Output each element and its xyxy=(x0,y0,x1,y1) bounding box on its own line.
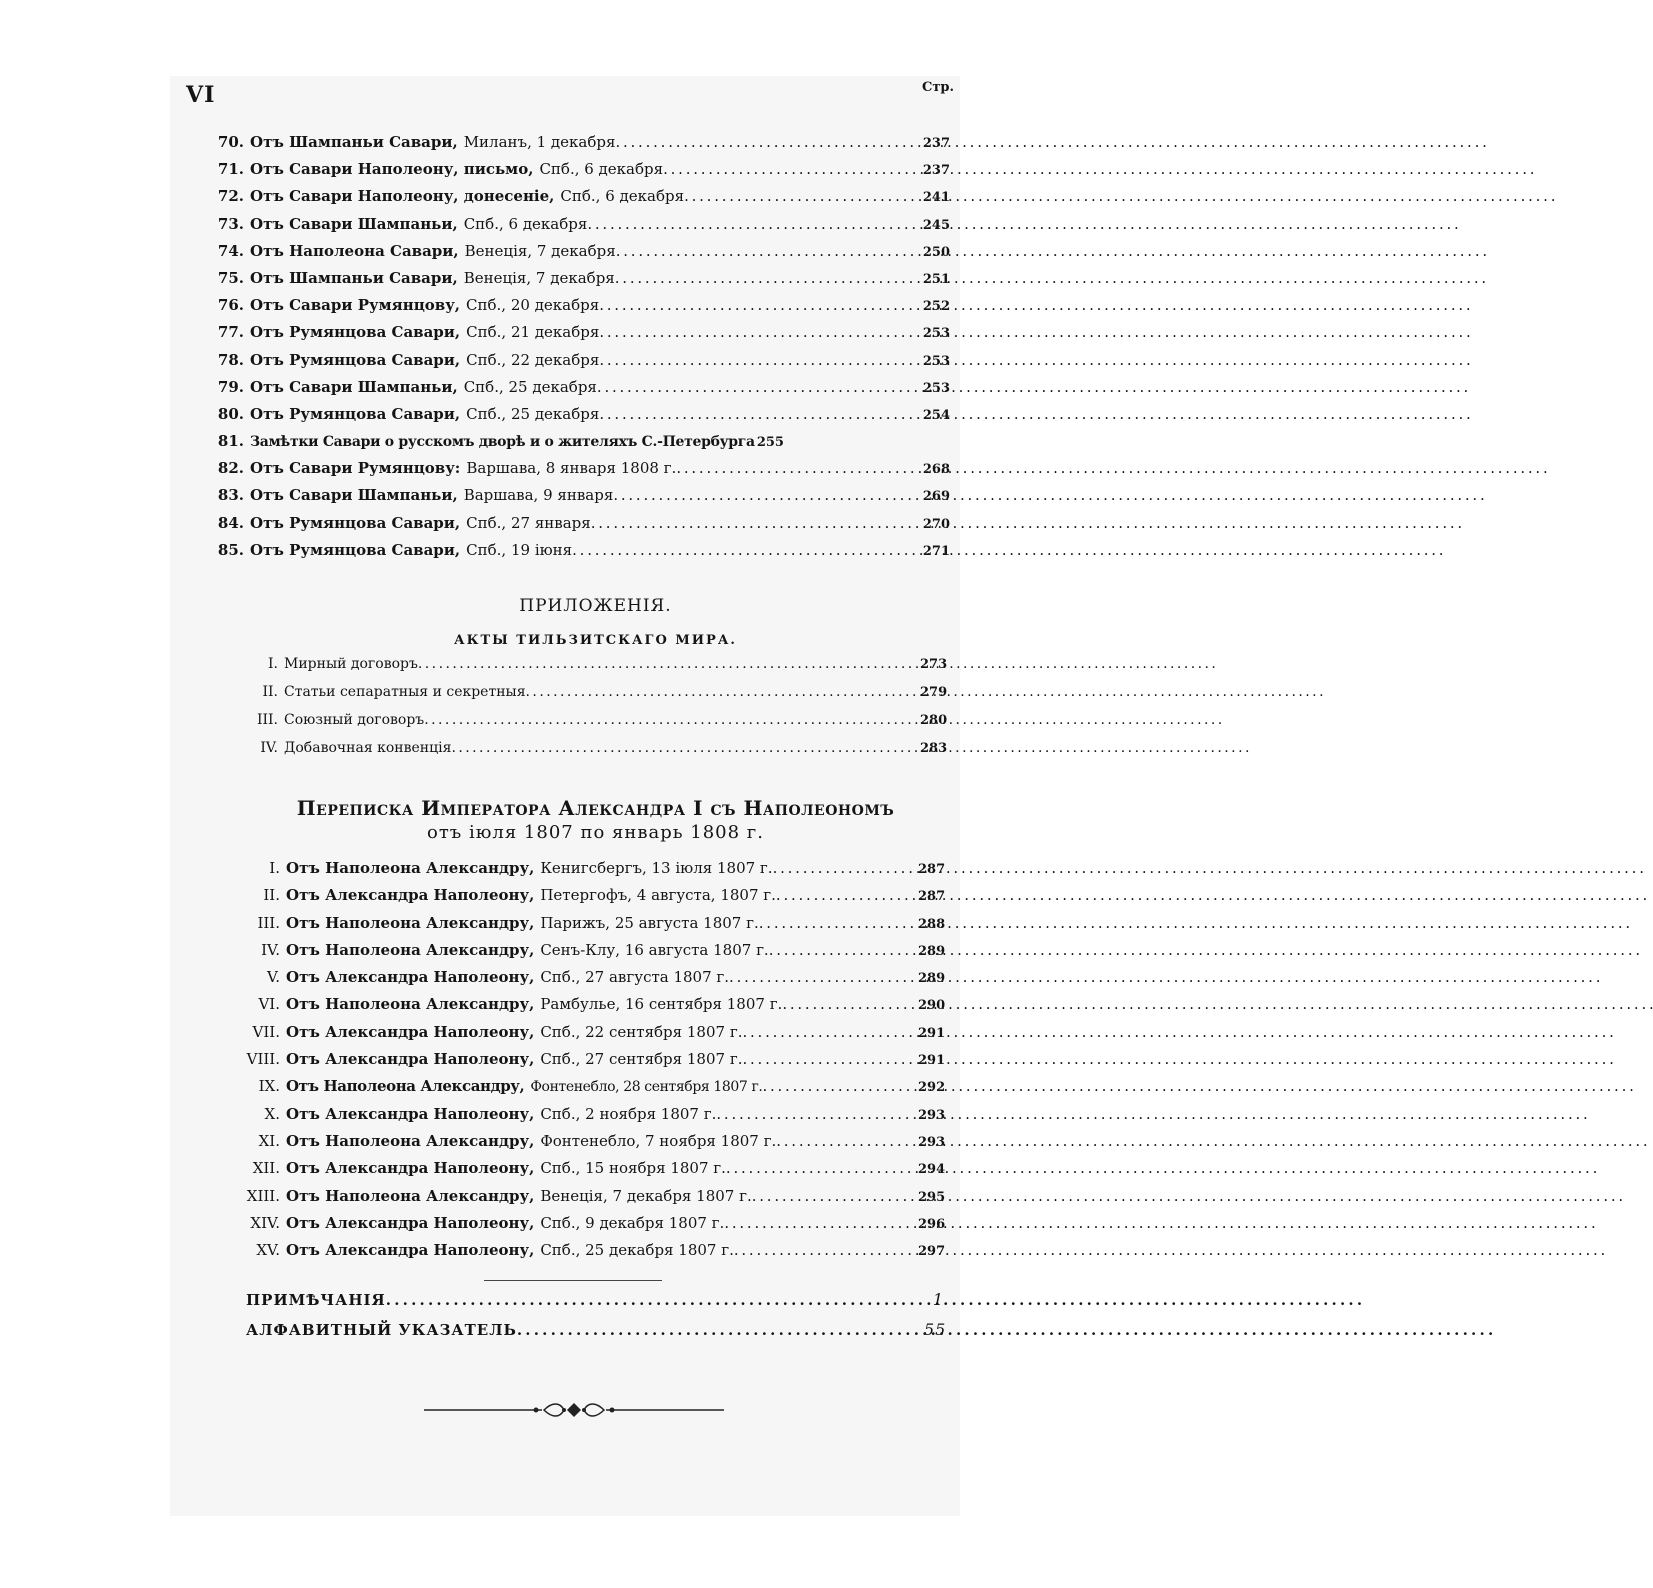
entry-page: 237 xyxy=(922,136,950,151)
back-matter-entry[interactable] xyxy=(246,1290,944,1320)
entry-page: 253 xyxy=(922,380,950,396)
entry-title: Статьи сепаратныя и секретныя xyxy=(284,684,526,700)
entry-page: 287 xyxy=(918,862,946,877)
letter-entry[interactable] xyxy=(214,215,950,242)
letters-list xyxy=(214,133,950,568)
leader-dots xyxy=(386,1291,922,1309)
entry-title: Отъ Александра Наполеону, xyxy=(286,1159,535,1178)
entry-number: IV. xyxy=(260,740,278,756)
page-number: VI xyxy=(186,82,216,108)
entry-page: 287 xyxy=(918,889,946,905)
entry-place-date: Фонтенебло, 28 сентября 1807 г. xyxy=(530,1079,763,1096)
entry-number: III. xyxy=(257,913,280,932)
entry-place-date: Спб., 25 декабря 1807 г. xyxy=(540,1241,734,1260)
ornament-icon xyxy=(424,1400,724,1420)
entry-place-date: Спб., 25 декабря xyxy=(463,377,597,396)
entry-title: Отъ Наполеона Александру, xyxy=(286,859,535,877)
entry-place-date: Спб., 21 декабря xyxy=(466,323,600,342)
entry-number: 72. xyxy=(217,187,244,206)
correspondence-entry[interactable] xyxy=(238,859,944,886)
letter-entry[interactable] xyxy=(214,133,950,160)
entry-page: 1 xyxy=(932,1290,944,1309)
entry-page: 288 xyxy=(918,916,946,932)
leader-dots xyxy=(615,133,920,151)
entry-page: 283 xyxy=(920,741,948,756)
entry-number: 77. xyxy=(217,323,244,342)
entry-title: Отъ Наполеона Александру, xyxy=(286,1077,525,1096)
entry-page: 255 xyxy=(756,435,784,451)
entry-place-date: Кенигсбергъ, 13 іюля 1807 г. xyxy=(540,859,773,877)
entry-title: Отъ Румянцова Савари, xyxy=(250,540,461,559)
leader-dots xyxy=(597,378,920,396)
entry-title: АЛФАВИТНЫЙ УКАЗАТЕЛЬ xyxy=(246,1321,517,1339)
leader-dots xyxy=(615,269,920,287)
leader-dots xyxy=(663,160,920,178)
leader-dots xyxy=(742,1023,916,1041)
letter-entry[interactable] xyxy=(214,323,950,350)
entry-title: Отъ Наполеона Александру, xyxy=(286,940,535,959)
entry-place-date: Венеція, 7 декабря 1807 г. xyxy=(540,1186,752,1205)
entry-title: Отъ Шампаньи Савари, xyxy=(250,268,458,287)
letter-entry[interactable] xyxy=(214,459,950,486)
entry-page: 297 xyxy=(918,1244,946,1260)
entry-title: Отъ Наполеона Савари, xyxy=(250,241,459,260)
entry-title: Отъ Наполеона Александру, xyxy=(286,913,535,932)
letter-entry[interactable] xyxy=(214,432,950,459)
leader-dots xyxy=(616,242,920,260)
entry-page: 271 xyxy=(922,543,950,559)
appendix-title: ПРИЛОЖЕНІЯ. xyxy=(519,596,672,616)
entry-number: II. xyxy=(263,886,280,905)
entry-title: Отъ Александра Наполеону, xyxy=(286,1022,535,1041)
entry-place-date: Спб., 6 декабря xyxy=(539,160,664,179)
entry-number: 75. xyxy=(217,268,244,287)
leader-dots xyxy=(587,215,920,233)
entry-number: 76. xyxy=(217,296,244,315)
leader-dots xyxy=(613,486,920,504)
entry-place-date: Варшава, 9 января xyxy=(463,486,614,505)
entry-title: Замѣтки Савари о русскомъ дворѣ и о жителяхъ С.-Петербурга xyxy=(250,434,755,451)
entry-number: 82. xyxy=(217,459,244,478)
entry-place-date: Спб., 22 сентября 1807 г. xyxy=(540,1022,743,1041)
leader-dots xyxy=(599,351,920,369)
letter-entry[interactable] xyxy=(214,486,950,513)
correspondence-entry[interactable] xyxy=(238,1023,944,1050)
letter-entry[interactable] xyxy=(214,269,950,296)
letter-entry[interactable] xyxy=(214,541,950,568)
entry-number: III. xyxy=(256,712,278,728)
entry-title: Отъ Савари Румянцову, xyxy=(250,296,461,315)
leader-dots xyxy=(769,941,916,959)
entry-number: II. xyxy=(262,684,278,700)
correspondence-entry[interactable] xyxy=(238,1077,944,1104)
entry-number: VI. xyxy=(258,995,280,1014)
entry-number: VIII. xyxy=(246,1050,280,1069)
entry-place-date: Спб., 27 сентября 1807 г. xyxy=(540,1050,743,1069)
leader-dots xyxy=(734,1241,916,1259)
entry-number: 78. xyxy=(217,350,244,369)
leader-dots xyxy=(724,1214,916,1232)
entry-page: 237 xyxy=(922,163,950,179)
entry-title: Отъ Савари Шампаньи, xyxy=(250,214,458,233)
entry-number: XIII. xyxy=(246,1186,280,1205)
letter-entry[interactable] xyxy=(214,405,950,432)
entry-number: XIV. xyxy=(250,1213,280,1232)
entry-page: 55 xyxy=(924,1320,947,1339)
appendix-entry[interactable] xyxy=(246,684,946,712)
entry-title: Отъ Румянцова Савари, xyxy=(250,323,461,342)
correspondence-entry[interactable] xyxy=(238,1050,944,1077)
appendix-subtitle: АКТЫ ТИЛЬЗИТСКАГО МИРА. xyxy=(454,633,737,648)
letter-entry[interactable] xyxy=(214,160,950,187)
entry-page: 268 xyxy=(922,462,950,478)
leader-dots xyxy=(773,859,916,877)
letter-entry[interactable] xyxy=(214,378,950,405)
leader-dots xyxy=(451,740,918,756)
entry-number: 80. xyxy=(217,404,244,423)
leader-dots xyxy=(762,1077,916,1095)
letter-entry[interactable] xyxy=(214,514,950,541)
entry-page: 289 xyxy=(918,971,946,987)
entry-page: 250 xyxy=(922,244,950,260)
entry-title: Отъ Александра Наполеону, xyxy=(286,968,535,987)
letter-entry[interactable] xyxy=(214,187,950,214)
correspondence-entry[interactable] xyxy=(238,1214,944,1241)
entry-page: 290 xyxy=(918,998,946,1014)
entry-number: 70. xyxy=(217,133,244,151)
entry-place-date: Рамбулье, 16 сентября 1807 г. xyxy=(540,995,783,1014)
entry-place-date: Варшава, 8 января 1808 г. xyxy=(466,459,677,478)
entry-place-date: Миланъ, 1 декабря xyxy=(463,133,616,151)
entry-number: IX. xyxy=(258,1077,280,1096)
letter-entry[interactable] xyxy=(214,351,950,378)
leader-dots xyxy=(729,968,916,986)
correspondence-entry[interactable] xyxy=(238,995,944,1022)
entry-number: 81. xyxy=(217,432,244,451)
leader-dots xyxy=(684,187,920,205)
entry-place-date: Спб., 19 іюня xyxy=(466,540,573,559)
appendix-entry[interactable] xyxy=(246,712,946,740)
leader-dots xyxy=(782,995,916,1013)
entry-title: Мирный договоръ xyxy=(284,656,418,672)
appendix-list xyxy=(246,656,946,768)
letter-entry[interactable] xyxy=(214,242,950,269)
entry-place-date: Спб., 15 ноября 1807 г. xyxy=(540,1159,726,1178)
entry-page: 294 xyxy=(918,1162,946,1178)
entry-number: 84. xyxy=(217,513,244,532)
entry-place-date: Спб., 20 декабря xyxy=(466,296,600,315)
entry-page: 291 xyxy=(918,1025,946,1041)
correspondence-entry[interactable] xyxy=(238,941,944,968)
entry-title: Отъ Наполеона Александру, xyxy=(286,1186,535,1205)
correspondence-subtitle: отъ іюля 1807 по январь 1808 г. xyxy=(427,822,764,843)
entry-page: 289 xyxy=(918,943,946,959)
entry-number: 73. xyxy=(217,214,244,233)
entry-page: 280 xyxy=(920,713,948,728)
entry-number: XII. xyxy=(252,1159,280,1178)
entry-title: Отъ Савари Наполеону, донесеніе, xyxy=(250,187,555,206)
entry-title: Отъ Александра Наполеону, xyxy=(286,1050,535,1069)
leader-dots xyxy=(599,405,920,423)
entry-page: 296 xyxy=(918,1216,946,1232)
entry-place-date: Спб., 27 января xyxy=(466,513,591,532)
entry-place-date: Спб., 6 декабря xyxy=(560,187,685,206)
entry-page: 270 xyxy=(922,516,950,532)
appendix-entry[interactable] xyxy=(246,656,946,684)
entry-number: I. xyxy=(269,859,280,877)
entry-title: Отъ Савари Наполеону, письмо, xyxy=(250,160,534,179)
entry-number: XI. xyxy=(258,1131,280,1150)
entry-number: 85. xyxy=(217,540,244,559)
entry-page: 253 xyxy=(922,326,950,342)
entry-number: XV. xyxy=(256,1241,280,1260)
leader-dots xyxy=(591,514,920,532)
entry-title: Отъ Румянцова Савари, xyxy=(250,404,461,423)
entry-number: 74. xyxy=(217,241,244,260)
leader-dots xyxy=(776,886,916,904)
entry-title: Отъ Наполеона Александру, xyxy=(286,995,535,1014)
entry-place-date: Спб., 2 ноября 1807 г. xyxy=(540,1104,717,1123)
correspondence-entry[interactable] xyxy=(238,1132,944,1159)
leader-dots xyxy=(676,459,920,477)
entry-number: I. xyxy=(268,656,278,672)
entry-number: X. xyxy=(264,1104,280,1123)
leader-dots xyxy=(572,541,920,559)
appendix-entry[interactable] xyxy=(246,740,946,768)
entry-place-date: Спб., 9 декабря 1807 г. xyxy=(540,1213,725,1232)
entry-number: V. xyxy=(267,968,280,987)
entry-page: 293 xyxy=(918,1107,946,1123)
entry-page: 253 xyxy=(922,353,950,369)
back-matter-list xyxy=(246,1290,947,1350)
back-matter-entry[interactable] xyxy=(246,1320,947,1350)
entry-page: 241 xyxy=(922,190,950,206)
leader-dots xyxy=(424,712,918,728)
leader-dots xyxy=(418,656,918,672)
correspondence-entry[interactable] xyxy=(238,1159,944,1186)
correspondence-title: Переписка Императора Александра I съ Наполеономъ xyxy=(296,796,895,820)
leader-dots xyxy=(776,1132,916,1150)
correspondence-entry[interactable] xyxy=(238,1241,944,1268)
leader-dots xyxy=(752,1187,916,1205)
entry-title: Отъ Александра Наполеону, xyxy=(286,1104,535,1123)
entry-title: Отъ Савари Шампаньи, xyxy=(250,486,458,505)
entry-page: 279 xyxy=(920,685,948,700)
entry-page: 295 xyxy=(918,1189,946,1205)
entry-place-date: Венеція, 7 декабря xyxy=(464,241,616,260)
entry-place-date: Венеція, 7 декабря xyxy=(463,268,615,287)
entry-place-date: Спб., 25 декабря xyxy=(466,404,600,423)
entry-number: VII. xyxy=(252,1022,280,1041)
entry-page: 273 xyxy=(920,657,948,672)
entry-title: Отъ Румянцова Савари, xyxy=(250,513,461,532)
entry-title: Союзный договоръ xyxy=(284,712,425,728)
page-column-label: Стр. xyxy=(922,80,955,95)
entry-place-date: Спб., 22 декабря xyxy=(466,350,600,369)
entry-title: Отъ Александра Наполеону, xyxy=(286,1241,535,1260)
entry-title: Отъ Александра Наполеону, xyxy=(286,886,535,905)
entry-title: Отъ Наполеона Александру, xyxy=(286,1131,535,1150)
entry-title: Отъ Савари Шампаньи, xyxy=(250,377,458,396)
entry-page: 252 xyxy=(922,299,950,315)
leader-dots xyxy=(742,1050,916,1068)
entry-number: 79. xyxy=(217,377,244,396)
correspondence-entry[interactable] xyxy=(238,914,944,941)
entry-number: IV. xyxy=(261,940,280,959)
entry-page: 269 xyxy=(922,489,950,505)
entry-title: Отъ Савари Румянцову: xyxy=(250,459,461,478)
entry-place-date: Спб., 6 декабря xyxy=(463,214,588,233)
entry-number: 71. xyxy=(217,160,244,179)
correspondence-list xyxy=(238,859,944,1268)
entry-place-date: Фонтенебло, 7 ноября 1807 г. xyxy=(540,1131,777,1150)
entry-page: 291 xyxy=(918,1053,946,1069)
entry-place-date: Спб., 27 августа 1807 г. xyxy=(540,968,730,987)
entry-title: Отъ Шампаньи Савари, xyxy=(250,133,458,151)
entry-title: Отъ Румянцова Савари, xyxy=(250,350,461,369)
leader-dots xyxy=(526,684,918,700)
leader-dots xyxy=(726,1159,916,1177)
entry-place-date: Петергофъ, 4 августа, 1807 г. xyxy=(540,886,776,905)
letter-entry[interactable] xyxy=(214,296,950,323)
entry-title: Отъ Александра Наполеону, xyxy=(286,1213,535,1232)
leader-dots xyxy=(759,914,916,932)
correspondence-entry[interactable] xyxy=(238,1187,944,1214)
leader-dots xyxy=(599,323,920,341)
entry-page: 245 xyxy=(922,217,950,233)
leader-dots xyxy=(599,296,920,314)
entry-number: 83. xyxy=(217,486,244,505)
leader-dots xyxy=(716,1105,916,1123)
entry-page: 251 xyxy=(922,271,950,287)
entry-place-date: Сенъ-Клу, 16 августа 1807 г. xyxy=(540,940,769,959)
correspondence-entry[interactable] xyxy=(238,968,944,995)
entry-page: 293 xyxy=(918,1134,946,1150)
entry-page: 254 xyxy=(922,407,950,423)
leader-dots xyxy=(517,1321,922,1339)
entry-place-date: Парижъ, 25 августа 1807 г. xyxy=(540,913,759,932)
entry-title: Добавочная конвенція xyxy=(284,740,452,756)
entry-page: 292 xyxy=(918,1080,946,1096)
correspondence-entry[interactable] xyxy=(238,886,944,913)
entry-title: ПРИМѢЧАНІЯ xyxy=(246,1291,386,1309)
section-divider xyxy=(484,1280,662,1281)
correspondence-entry[interactable] xyxy=(238,1105,944,1132)
